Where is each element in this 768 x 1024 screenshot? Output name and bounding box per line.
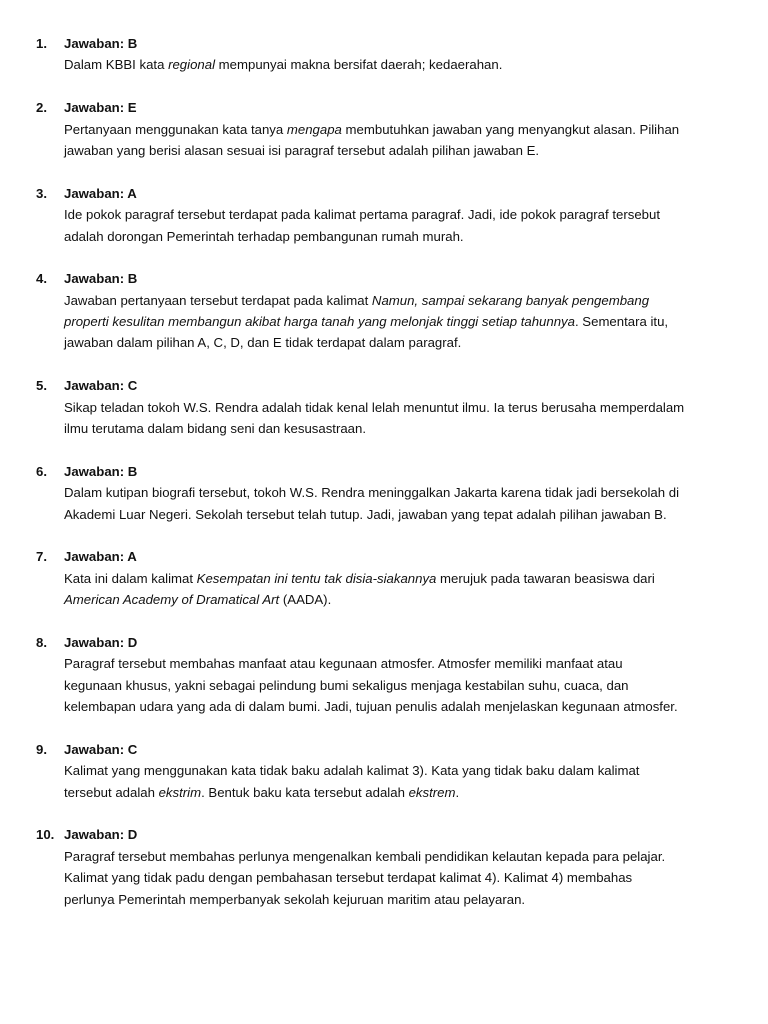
text-segment: Kalimat yang menggunakan kata tidak baku adalah kalimat 3). Kata yang tidak baku dalam kalimat — [64, 763, 640, 779]
answer-header: Jawaban: C — [64, 741, 138, 757]
explanation-line — [0, 889, 768, 910]
text-segment: Kalimat yang tidak padu dengan pembahasan tersebut terdapat kalimat 4). Kalimat 4) membahas — [64, 870, 633, 886]
item-number: 2. — [36, 100, 47, 116]
text-segment: jawaban dalam pilihan A, C, D, dan E tidak terdapat dalam paragraf. — [64, 335, 462, 351]
explanation-line — [0, 397, 768, 418]
text-segment: Dalam kutipan biografi tersebut, tokoh W.S. Rendra meninggalkan Jakarta karena tidak jadi bersekolah di — [64, 485, 680, 501]
text-segment: . Bentuk baku kata tersebut adalah — [201, 784, 409, 800]
answer-header: Jawaban: C — [64, 378, 138, 394]
italic-text: Namun, sampai sekarang banyak pengembang — [371, 292, 650, 308]
explanation-line — [0, 760, 768, 781]
text-segment: perlunya Pemerintah memperbanyak sekolah kejuruan maritim atau pelayaran. — [64, 891, 526, 907]
italic-text: American Academy of Dramatical Art — [64, 592, 280, 608]
answer-header: Jawaban: B — [64, 271, 138, 287]
answer-item — [0, 97, 768, 161]
explanation-line — [0, 846, 768, 867]
italic-text: ekstrim — [158, 784, 202, 800]
item-number: 9. — [36, 741, 47, 757]
item-number: 7. — [36, 549, 47, 565]
text-segment: Dalam KBBI kata — [64, 57, 169, 73]
text-segment: mempunyai makna bersifat daerah; kedaerahan. — [215, 57, 503, 73]
item-number: 4. — [36, 271, 47, 287]
answer-header: Jawaban: B — [64, 463, 138, 479]
explanation-line — [0, 696, 768, 717]
answer-item — [0, 268, 768, 354]
explanation-line — [0, 653, 768, 674]
explanation-line — [0, 418, 768, 439]
answer-header: Jawaban: B — [64, 36, 138, 51]
answer-item — [0, 739, 768, 803]
explanation-line — [0, 204, 768, 225]
explanation-line — [0, 568, 768, 589]
explanation-line — [0, 867, 768, 888]
answer-key-document — [0, 33, 768, 931]
text-segment: (AADA). — [279, 592, 332, 608]
answer-item — [0, 375, 768, 439]
explanation-line — [0, 311, 768, 332]
explanation-line — [0, 482, 768, 503]
answer-item — [0, 632, 768, 718]
explanation-line — [0, 290, 768, 311]
answer-header: Jawaban: E — [64, 100, 137, 116]
answer-header: Jawaban: D — [64, 634, 138, 650]
item-number: 3. — [36, 185, 47, 201]
text-segment: membutuhkan jawaban yang menyangkut alasan. Pilihan — [341, 121, 680, 137]
explanation-line — [0, 119, 768, 140]
text-segment: Kata ini dalam kalimat — [64, 570, 197, 586]
item-number: 10. — [36, 827, 55, 843]
answer-item — [0, 461, 768, 525]
text-segment: kegunaan khusus, yakni sebagai pelindung bumi sekaligus menjaga kestabilan suhu, cuaca, dan — [64, 677, 629, 693]
italic-text: ekstrem — [408, 784, 456, 800]
answer-item — [0, 33, 768, 76]
text-segment: Paragraf tersebut membahas manfaat atau kegunaan atmosfer. Atmosfer memiliki manfaat atau — [64, 656, 623, 672]
italic-text: properti kesulitan membangun akibat harga tanah yang melonjak tinggi setiap tahunnya — [64, 314, 575, 330]
explanation-line — [0, 140, 768, 161]
answer-item — [0, 546, 768, 610]
answer-item — [0, 183, 768, 247]
explanation-line — [0, 332, 768, 353]
text-segment: Jawaban pertanyaan tersebut terdapat pada kalimat — [64, 292, 372, 308]
text-segment: Pertanyaan menggunakan kata tanya — [64, 121, 287, 137]
italic-text: regional — [168, 57, 216, 73]
text-segment: tersebut adalah — [64, 784, 159, 800]
answer-item — [0, 824, 768, 910]
answer-header: Jawaban: A — [64, 185, 137, 201]
italic-text: Kesempatan ini tentu tak disia-siakannya — [196, 570, 437, 586]
text-segment: adalah dorongan Pemerintah terhadap pembangunan rumah murah. — [64, 228, 464, 244]
text-segment: . Sementara itu, — [574, 314, 669, 330]
text-segment: Sikap teladan tokoh W.S. Rendra adalah tidak kenal lelah menuntut ilmu. Ia terus berusaha memperdalam — [64, 399, 685, 415]
item-number: 5. — [36, 378, 47, 394]
explanation-line — [0, 675, 768, 696]
explanation-line — [0, 226, 768, 247]
explanation-line — [0, 782, 768, 803]
text-segment: ilmu terutama dalam bidang seni dan kesusastraan. — [64, 421, 367, 437]
text-segment: . — [455, 784, 460, 800]
text-segment: kelembapan udara yang ada di dalam bumi. Jadi, tujuan penulis adalah menjelaskan kegunaan atmosfer. — [64, 699, 678, 715]
text-segment: merujuk pada tawaran beasiswa dari — [436, 570, 655, 586]
text-segment: Ide pokok paragraf tersebut terdapat pada kalimat pertama paragraf. Jadi, ide pokok paragraf tersebut — [64, 207, 660, 223]
text-segment: Akademi Luar Negeri. Sekolah tersebut telah tutup. Jadi, jawaban yang tepat adalah pilihan jawaban B. — [64, 506, 667, 522]
explanation-line — [0, 54, 768, 75]
explanation-line — [0, 589, 768, 610]
explanation-line — [0, 504, 768, 525]
item-number: 1. — [36, 36, 47, 51]
answer-header: Jawaban: D — [64, 827, 138, 843]
item-number: 6. — [36, 463, 47, 479]
text-segment: Paragraf tersebut membahas perlunya mengenalkan kembali pendidikan kelautan kepada para pelajar. — [64, 848, 666, 864]
answer-header: Jawaban: A — [64, 549, 137, 565]
item-number: 8. — [36, 634, 47, 650]
text-segment: jawaban yang berisi alasan sesuai isi paragraf tersebut adalah pilihan jawaban E. — [64, 142, 540, 158]
italic-text: mengapa — [286, 121, 342, 137]
